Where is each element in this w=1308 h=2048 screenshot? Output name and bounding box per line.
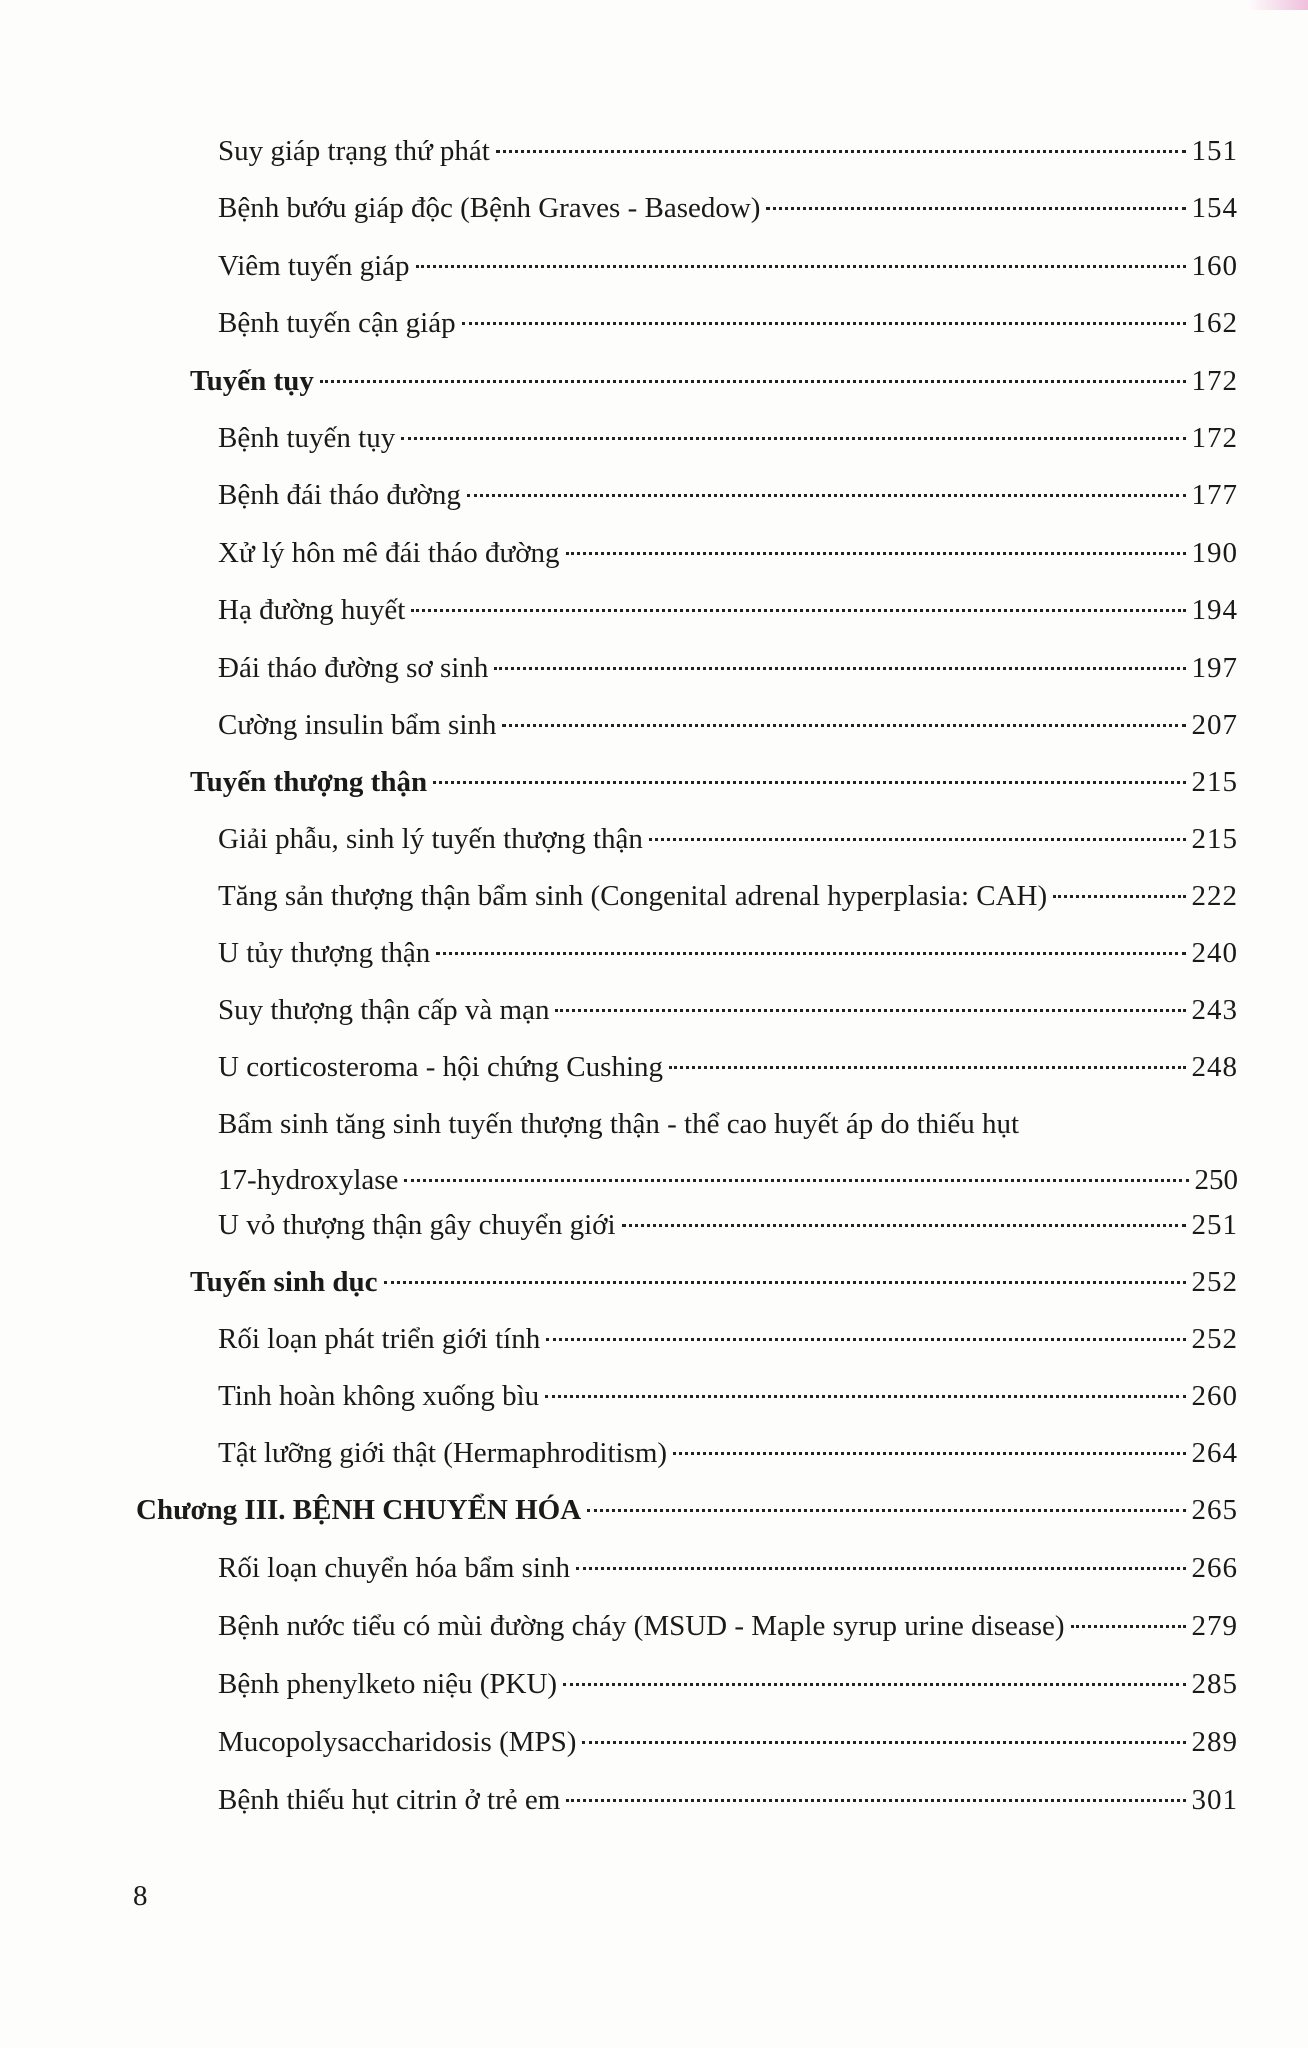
dot-leader <box>622 1224 1186 1227</box>
toc-entry-title: Viêm tuyến giáp <box>218 250 410 282</box>
dot-leader <box>545 1395 1185 1398</box>
toc-entry-page: 248 <box>1191 1051 1238 1083</box>
toc-entry-title: Tật lưỡng giới thật (Hermaphroditism) <box>218 1437 668 1469</box>
toc-entry-title: Rối loạn phát triển giới tính <box>218 1323 541 1355</box>
dot-leader <box>494 667 1185 670</box>
toc-entry-page: 160 <box>1191 250 1238 282</box>
toc-entry-page: 285 <box>1191 1668 1238 1700</box>
toc-entry-page: 264 <box>1191 1437 1238 1469</box>
toc-entry-title: Cường insulin bẩm sinh <box>218 709 497 741</box>
toc-section[interactable] <box>190 363 1238 399</box>
toc-entry-title: Tinh hoàn không xuống bìu <box>218 1380 540 1412</box>
toc-entry[interactable] <box>218 1321 1238 1357</box>
toc-entry-page: 240 <box>1191 937 1238 969</box>
dot-leader <box>566 1799 1185 1802</box>
toc-entry[interactable] <box>218 133 1238 169</box>
toc-entry[interactable] <box>218 878 1238 914</box>
toc-entry-title: Rối loạn chuyển hóa bẩm sinh <box>218 1552 570 1584</box>
toc-entry-title: Tăng sản thượng thận bẩm sinh (Congenital adrenal hyperplasia: CAH) <box>218 880 1048 912</box>
toc-entry[interactable] <box>218 420 1238 456</box>
toc-entry-page: 252 <box>1191 1323 1238 1355</box>
dot-leader <box>436 952 1185 955</box>
toc-entry[interactable] <box>218 1435 1238 1471</box>
toc-entry-title: Bệnh phenylketo niệu (PKU) <box>218 1668 558 1700</box>
toc-entry[interactable] <box>218 248 1238 284</box>
toc-entry-page: 260 <box>1191 1380 1238 1412</box>
toc-entry[interactable] <box>218 992 1238 1028</box>
dot-leader <box>566 552 1186 555</box>
toc-entry-page: 197 <box>1191 652 1238 684</box>
toc-entry-line2-row <box>218 1162 1238 1198</box>
toc-entry[interactable] <box>218 477 1238 513</box>
toc-entry-title: Giải phẫu, sinh lý tuyến thượng thận <box>218 823 643 855</box>
toc-entry[interactable] <box>218 1550 1238 1586</box>
toc-entry[interactable] <box>218 190 1238 226</box>
toc-entry-title: Suy thượng thận cấp và mạn <box>218 994 550 1026</box>
toc-entry[interactable] <box>218 707 1238 743</box>
toc-entry-title-line2: 17-hydroxylase <box>218 1164 399 1196</box>
toc-entry[interactable] <box>218 592 1238 628</box>
dot-leader <box>404 1179 1188 1182</box>
toc-section-page: 252 <box>1191 1266 1238 1298</box>
toc-section-title: Tuyến tụy <box>190 365 314 397</box>
dot-leader <box>576 1567 1186 1570</box>
toc-entry[interactable] <box>218 305 1238 341</box>
toc-entry-page: 250 <box>1194 1164 1238 1196</box>
dot-leader <box>433 781 1185 784</box>
toc-entry[interactable] <box>218 1378 1238 1414</box>
toc-entry-page: 172 <box>1191 422 1238 454</box>
dot-leader <box>766 207 1185 210</box>
toc-entry-page: 279 <box>1191 1610 1238 1642</box>
toc-entry-title: Bệnh nước tiểu có mùi đường cháy (MSUD - Maple syrup urine disease) <box>218 1610 1065 1642</box>
toc-entry-title: Suy giáp trạng thứ phát <box>218 135 490 167</box>
toc-entry[interactable] <box>218 1724 1238 1760</box>
toc-entry-title: Bệnh tuyến cận giáp <box>218 307 456 339</box>
dot-leader <box>582 1741 1185 1744</box>
toc-chapter[interactable] <box>136 1492 1238 1528</box>
toc-entry-title: Bệnh tuyến tụy <box>218 422 396 454</box>
dot-leader <box>673 1452 1185 1455</box>
toc-entry-page: 289 <box>1191 1726 1238 1758</box>
toc-entry-title: U tủy thượng thận <box>218 937 431 969</box>
toc-entry-page: 215 <box>1191 823 1238 855</box>
toc-entry[interactable] <box>218 1207 1238 1243</box>
toc-entry[interactable] <box>218 1666 1238 1702</box>
toc-entry[interactable] <box>218 650 1238 686</box>
toc-entry[interactable] <box>218 821 1238 857</box>
dot-leader <box>416 265 1186 268</box>
toc-entry-page: 251 <box>1191 1209 1238 1241</box>
dot-leader <box>384 1281 1186 1284</box>
toc-entry[interactable] <box>218 1608 1238 1644</box>
page-edge-mark <box>1248 0 1308 10</box>
dot-leader <box>563 1683 1185 1686</box>
dot-leader <box>411 609 1185 612</box>
page-number: 8 <box>133 1880 148 1912</box>
dot-leader <box>496 150 1186 153</box>
toc-entry[interactable] <box>218 935 1238 971</box>
toc-entry-page: 177 <box>1191 479 1238 511</box>
dot-leader <box>462 322 1186 325</box>
toc-entry-page: 266 <box>1191 1552 1238 1584</box>
toc-entry-title-line1: Bẩm sinh tăng sinh tuyến thượng thận - thể cao huyết áp do thiếu hụt <box>218 1108 1020 1140</box>
toc-entry-page: 301 <box>1191 1784 1238 1816</box>
toc-entry-page: 151 <box>1191 135 1238 167</box>
toc-section-title: Tuyến sinh dục <box>190 1266 378 1298</box>
toc-entry[interactable] <box>218 1782 1238 1818</box>
dot-leader <box>320 380 1186 383</box>
toc-entry[interactable] <box>218 535 1238 571</box>
dot-leader <box>1071 1625 1186 1628</box>
toc-chapter-title: Chương III. BỆNH CHUYỂN HÓA <box>136 1494 582 1526</box>
dot-leader <box>502 724 1185 727</box>
toc-chapter-page: 265 <box>1191 1494 1238 1526</box>
toc-entry-title: U corticosteroma - hội chứng Cushing <box>218 1051 663 1083</box>
toc-entry-title: Hạ đường huyết <box>218 594 406 626</box>
toc-entry-title: Bệnh thiếu hụt citrin ở trẻ em <box>218 1784 561 1816</box>
dot-leader <box>401 437 1185 440</box>
toc-entry-title: Bệnh đái tháo đường <box>218 479 461 511</box>
toc-entry-page: 162 <box>1191 307 1238 339</box>
dot-leader <box>467 494 1186 497</box>
toc-entry-title: U vỏ thượng thận gây chuyển giới <box>218 1209 616 1241</box>
toc-entry-title: Mucopolysaccharidosis (MPS) <box>218 1726 577 1758</box>
toc-entry-page: 154 <box>1191 192 1238 224</box>
toc-section[interactable] <box>190 1264 1238 1300</box>
toc-entry-page: 190 <box>1191 537 1238 569</box>
toc-entry-page: 194 <box>1191 594 1238 626</box>
dot-leader <box>649 838 1186 841</box>
toc-section[interactable] <box>190 764 1238 800</box>
dot-leader <box>587 1509 1185 1512</box>
dot-leader <box>546 1338 1185 1341</box>
toc-entry-page: 222 <box>1191 880 1238 912</box>
toc-section-page: 215 <box>1191 766 1238 798</box>
toc-entry-title: Bệnh bướu giáp độc (Bệnh Graves - Basedow) <box>218 192 761 224</box>
toc-entry-page: 207 <box>1191 709 1238 741</box>
dot-leader <box>669 1066 1186 1069</box>
toc-entry-page: 243 <box>1191 994 1238 1026</box>
dot-leader <box>555 1009 1185 1012</box>
toc-entry-title: Đái tháo đường sơ sinh <box>218 652 489 684</box>
toc-section-page: 172 <box>1191 365 1238 397</box>
toc-entry-multiline[interactable] <box>218 1106 1238 1198</box>
toc-section-title: Tuyến thượng thận <box>190 766 428 798</box>
toc-entry-title: Xử lý hôn mê đái tháo đường <box>218 537 560 569</box>
dot-leader <box>1053 895 1185 898</box>
toc-entry[interactable] <box>218 1049 1238 1085</box>
